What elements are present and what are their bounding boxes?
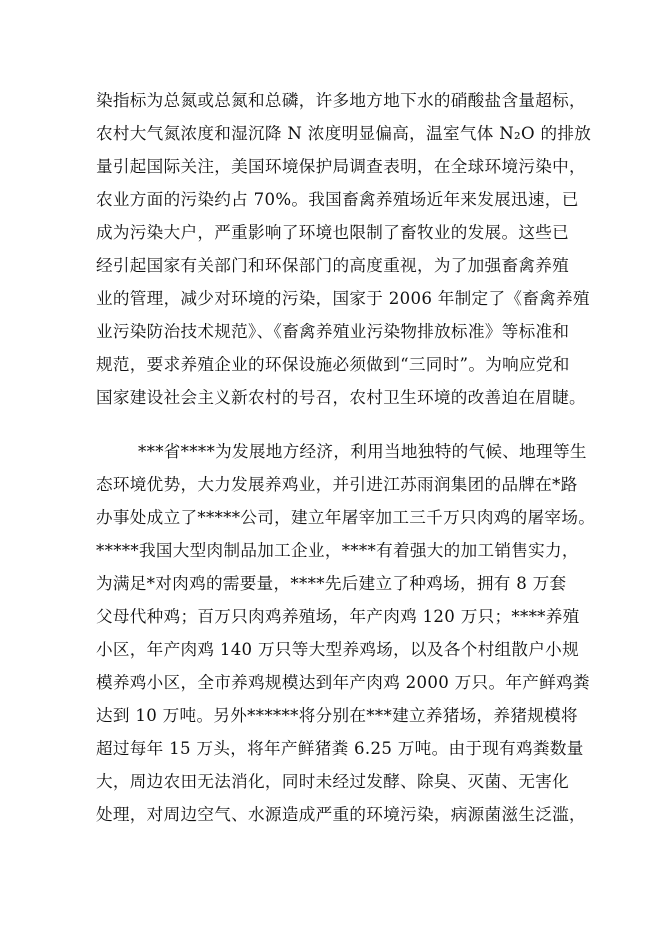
text-line: 染指标为总氮或总氮和总磷，许多地方地下水的硝酸盐含量超标， — [96, 91, 586, 110]
text-line: 为满足*对肉鸡的需要量，****先后建立了种鸡场，拥有 8 万套 — [96, 574, 567, 593]
text-line: 大，周边农田无法消化，同时未经过发酵、除臭、灭菌、无害化 — [96, 772, 570, 791]
text-line: 量引起国际关注，美国环境保护局调查表明，在全球环境污染中， — [96, 157, 586, 176]
text-line: 处理，对周边空气、水源造成严重的环境污染，病源菌滋生泛滥， — [96, 805, 586, 824]
text-line: *****我国大型肉制品加工企业，****有着强大的加工销售实力， — [96, 541, 579, 560]
text-line: 办事处成立了*****公司，建立年屠宰加工三千万只肉鸡的屠宰场。 — [96, 508, 596, 527]
text-line: 农业方面的污染约占 70%。我国畜禽养殖场近年来发展迅速，已 — [96, 190, 579, 209]
text-line: 农村大气氮浓度和湿沉降 N 浓度明显偏高，温室气体 N₂O 的排放 — [96, 124, 592, 143]
text-line: 父母代种鸡；百万只肉鸡养殖场，年产肉鸡 120 万只；****养殖 — [96, 607, 580, 626]
text-line: 小区，年产肉鸡 140 万只等大型养鸡场，以及各个村组散户小规 — [96, 640, 579, 659]
text-line: 经引起国家有关部门和环保部门的高度重视，为了加强畜禽养殖 — [96, 256, 570, 275]
text-line: 超过每年 15 万头，将年产鲜猪粪 6.25 万吨。由于现有鸡粪数量 — [96, 739, 584, 758]
text-line: 规范，要求养殖企业的环保设施必须做到“三同时”。为响应党和 — [96, 355, 570, 374]
text-line: 态环境优势，大力发展养鸡业，并引进江苏雨润集团的品牌在*路 — [96, 475, 578, 494]
text-line: ***省****为发展地方经济，利用当地独特的气候、地理等生 — [138, 442, 587, 461]
text-line: 成为污染大户，严重影响了环境也限制了畜牧业的发展。这些已 — [96, 223, 570, 242]
text-line: 国家建设社会主义新农村的号召，农村卫生环境的改善迫在眉睫。 — [96, 388, 586, 407]
text-line: 模养鸡小区，全市养鸡规模达到年产肉鸡 2000 万只。年产鲜鸡粪 — [96, 673, 590, 692]
text-line: 业污染防治技术规范》、《畜禽养殖业污染物排放标准》等标准和 — [96, 322, 570, 341]
text-line: 业的管理，减少对环境的污染，国家于 2006 年制定了《畜禽养殖 — [96, 289, 590, 308]
text-line: 达到 10 万吨。另外******将分别在***建立养猪场，养猪规模将 — [96, 706, 578, 725]
